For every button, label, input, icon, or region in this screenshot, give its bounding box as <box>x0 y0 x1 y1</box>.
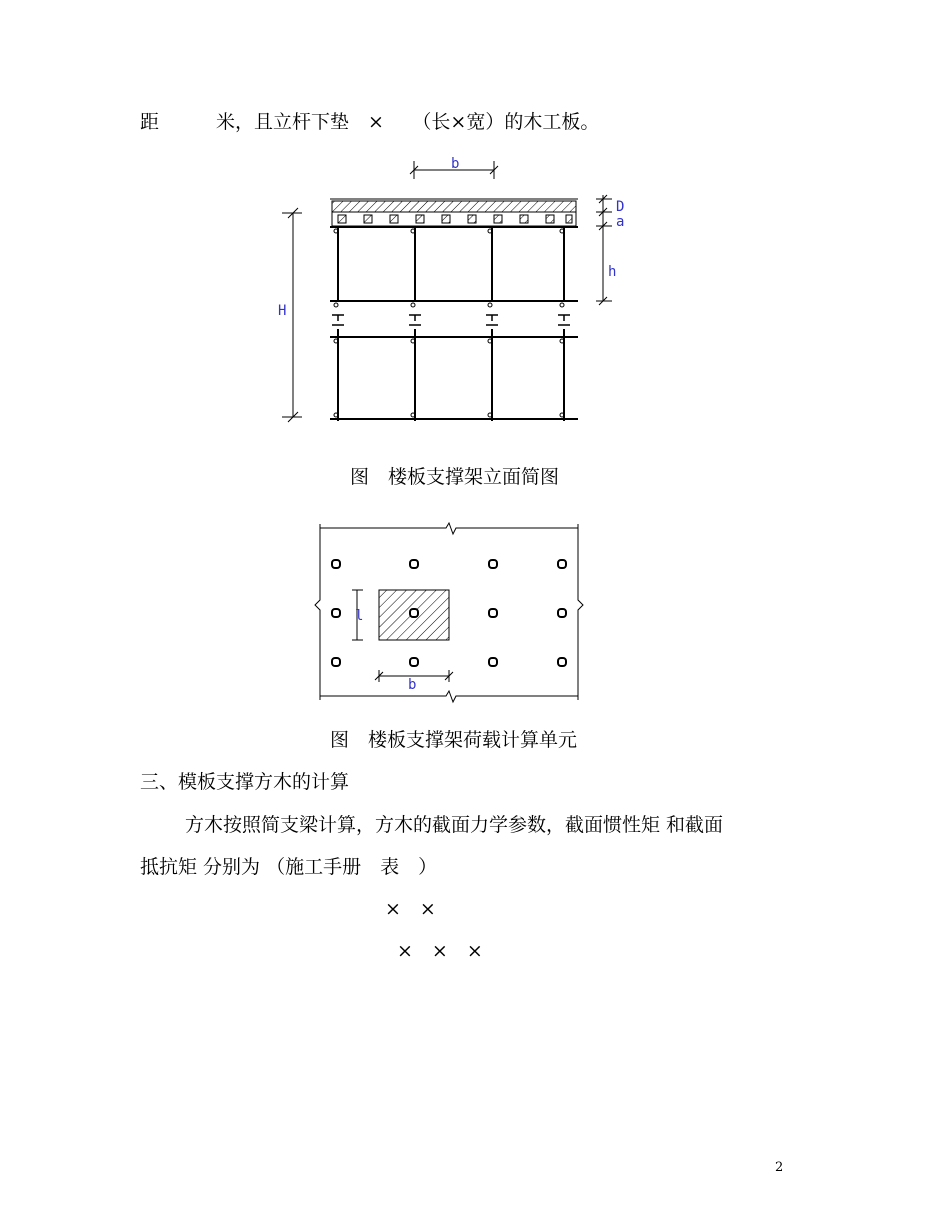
section-heading: 三、模板支撑方木的计算 <box>140 771 350 793</box>
figure-2-caption: 图 楼板支撑架荷载计算单元 <box>330 729 578 751</box>
label-b-bottom: b <box>408 677 417 693</box>
label-D: D <box>616 199 625 215</box>
elevation-diagram <box>270 155 650 430</box>
figure-load-unit <box>310 518 590 712</box>
label-h: h <box>608 264 617 280</box>
formula-line-1: × × <box>385 898 436 920</box>
label-a: a <box>616 214 625 230</box>
text-line-1: 距 米，且立杆下垫 × （长×宽）的木工板。 <box>140 111 600 133</box>
paragraph-line-2: 抵抗矩 分别为 （施工手册 表 ） <box>140 856 438 878</box>
load-unit-diagram <box>310 518 590 708</box>
figure-1-caption: 图 楼板支撑架立面简图 <box>350 466 560 488</box>
label-l: l <box>355 608 364 624</box>
label-H: H <box>278 303 287 319</box>
formula-line-2: × × × <box>397 940 483 962</box>
page-number: 2 <box>775 1160 784 1175</box>
paragraph-line-1: 方木按照简支梁计算，方木的截面力学参数，截面惯性矩 和截面 <box>185 814 724 836</box>
label-b-top: b <box>451 156 460 172</box>
figure-elevation <box>270 155 650 434</box>
